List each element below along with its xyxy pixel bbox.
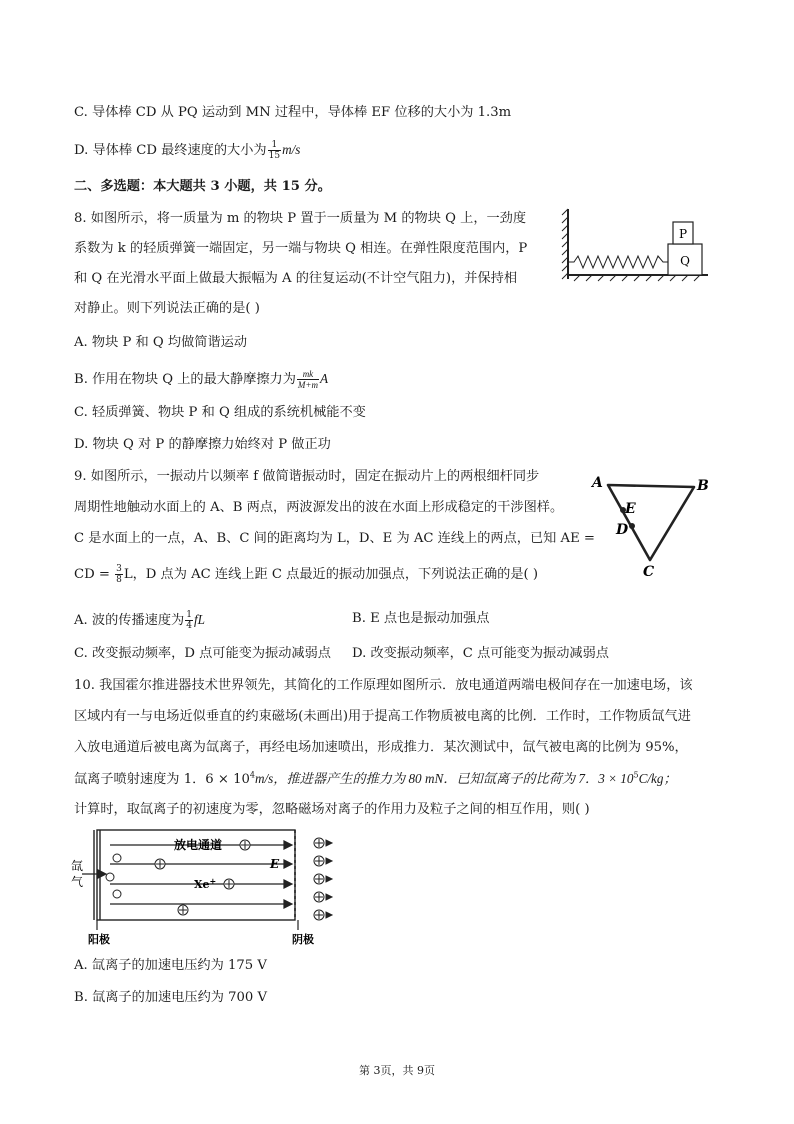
- q8-stem-line-1: 8. 如图所示，将一质量为 m 的物块 P 置于一质量为 M 的物块 Q 上，一劲度: [74, 211, 527, 226]
- q10-option-a: A. 氙离子的加速电压约为 175 V: [74, 958, 267, 973]
- q10-stem-line-2: 区域内有一与电场近似垂直的约束磁场(未画出)用于提高工作物质被电离的比例．工作时，工作物质氙气进: [74, 709, 691, 724]
- q9-stem-line-2: 周期性地触动水面上的 A、B 两点，两波源发出的波在水面上形成稳定的干涉图样。: [74, 500, 564, 515]
- neutral-atoms: [106, 854, 121, 898]
- block-p-label: P: [678, 227, 688, 241]
- anode-label: 阳极: [88, 933, 110, 946]
- q8-option-c: C. 轻质弹簧、物块 P 和 Q 组成的系统机械能不变: [74, 405, 366, 420]
- block-q-label: Q: [680, 254, 690, 268]
- q8-stem-line-4: 对静止。则下列说法正确的是( ): [74, 301, 260, 316]
- cathode-label: 阴极: [292, 933, 314, 946]
- q9-option-c: C. 改变振动频率，D 点可能变为振动减弱点: [74, 646, 331, 661]
- xenon-ion-label: Xe+: [194, 876, 217, 891]
- triangle-figure: [586, 468, 716, 580]
- gas-label-1: 氙: [71, 859, 84, 873]
- label-d: D: [616, 522, 629, 538]
- channel-label: 放电通道: [174, 838, 223, 852]
- gas-label-2: 气: [71, 875, 84, 889]
- q10-stem-line-5: 计算时，取氙离子的初速度为零，忽略磁场对离子的作用力及粒子之间的相互作用，则( ): [74, 802, 590, 817]
- q8-stem-line-2: 系数为 k 的轻质弹簧一端固定，另一端与物块 Q 相连。在弹性限度范围内，P: [74, 241, 528, 256]
- q8-stem-line-3: 和 Q 在光滑水平面上做最大振幅为 A 的往复运动(不计空气阻力)，并保持相: [74, 271, 518, 286]
- q10-option-b: B. 氙离子的加速电压约为 700 V: [74, 990, 268, 1005]
- section-heading: 二、多选题：本大题共 3 小题，共 15 分。: [74, 179, 331, 194]
- q9-option-a-fraction: $\frac{1}{4}$: [186, 610, 192, 631]
- q10-stem-line-4: 氙离子喷射速度为 1．$6 \times 10^4m/s$，推进器产生的推力为 80 mN．已知氙离子的比荷为 7．$3 \times 10^5C/kg$；: [74, 770, 677, 787]
- q9-option-a: A. 波的传播速度为 $\frac{1}{4}$ fL: [74, 610, 205, 631]
- floor-hatching: [568, 275, 708, 281]
- ions-exiting: [314, 838, 332, 920]
- field-label-e: E: [270, 857, 280, 871]
- label-c: C: [643, 564, 655, 580]
- q7-option-d: D. 导体棒 CD 最终速度的大小为 $\frac{1}{15}$ m/s: [74, 140, 301, 161]
- wall-hatching: [562, 209, 568, 279]
- q7-option-c: C. 导体棒 CD 从 PQ 运动到 MN 过程中，导体棒 EF 位移的大小为 1.3m: [74, 105, 512, 120]
- q10-stem-line-3: 入放电通道后被电离为氙离子，再经电场加速喷出，形成推力．某次测试中，氙气被电离的比例为 95%，: [74, 740, 688, 755]
- q7-option-d-fraction: $\frac{1}{15}$: [268, 140, 281, 161]
- spring-block-figure: [560, 205, 720, 287]
- q9-option-d: D. 改变振动频率，C 点可能变为振动减弱点: [352, 646, 609, 661]
- q8-option-b: B. 作用在物块 Q 上的最大静摩擦力为 $\frac{mk}{M+m}$ A: [74, 369, 329, 390]
- q8-option-b-fraction: $\frac{mk}{M+m}$: [297, 369, 318, 390]
- label-b: B: [697, 478, 709, 494]
- q9-option-b: B. E 点也是振动加强点: [352, 611, 490, 626]
- q10-stem-line-1: 10. 我国霍尔推进器技术世界领先，其简化的工作原理如图所示．放电通道两端电极间存在一加速电场，该: [74, 678, 693, 693]
- q9-stem-line-4: CD = $\frac{3}{8}$ L，D 点为 AC 连线上距 C 点最近的振动加强点，下列说法正确的是( ): [74, 564, 539, 585]
- page-footer: 第 3页，共 9页: [359, 1064, 435, 1077]
- q9-stem-line-3: C 是水面上的一点，A、B、C 间的距离均为 L，D、E 为 AC 连线上的两点，已知 AE =: [74, 531, 595, 546]
- spring: [568, 256, 668, 268]
- point-d: [629, 523, 635, 529]
- q8-option-a: A. 物块 P 和 Q 均做简谐运动: [74, 335, 248, 350]
- label-a: A: [592, 475, 603, 491]
- label-e: E: [625, 501, 636, 517]
- hall-thruster-figure: [70, 826, 340, 948]
- q9-fraction: $\frac{3}{8}$: [116, 564, 122, 585]
- q9-stem-line-1: 9. 如图所示，一振动片以频率 f 做简谐振动时，固定在振动片上的两根细杆同步: [74, 469, 540, 484]
- q8-option-d: D. 物块 Q 对 P 的静摩擦力始终对 P 做正功: [74, 437, 331, 452]
